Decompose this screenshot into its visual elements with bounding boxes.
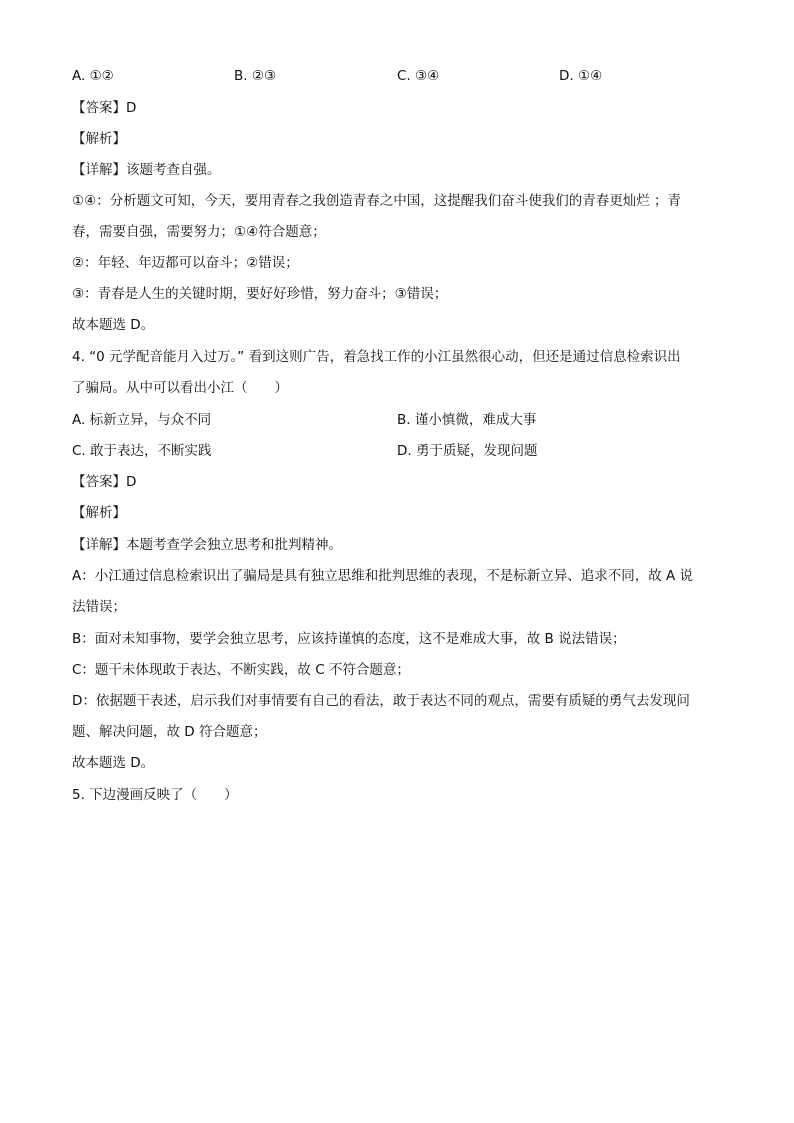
q3-paragraph-2: ②：年轻、年迈都可以奋斗；②错误； <box>72 255 299 271</box>
q3-option-a: A. ①② <box>72 68 114 84</box>
q3-analysis-label: 【解析】 <box>72 131 126 147</box>
q3-answer: 【答案】D <box>72 100 137 116</box>
q4-option-a: A. 标新立异，与众不同 <box>72 412 212 428</box>
q3-option-c: C. ③④ <box>397 68 440 84</box>
q4-explanation-a-line-1: A：小江通过信息检索识出了骗局是具有独立思维和批判思维的表现，不是标新立异、追求不同，故 A 说 <box>72 568 694 584</box>
q4-option-d: D. 勇于质疑，发现问题 <box>397 443 538 459</box>
q5-stem: 5. 下边漫画反映了（ ） <box>72 787 238 803</box>
q3-paragraph-1-line-2: 春，需要自强，需要努力；①④符合题意； <box>72 224 326 240</box>
q4-conclusion: 故本题选 D。 <box>72 755 155 771</box>
q4-option-c: C. 敢于表达，不断实践 <box>72 443 212 459</box>
q4-detail: 【详解】本题考查学会独立思考和批判精神。 <box>72 537 342 553</box>
q3-paragraph-3: ③：青春是人生的关键时期，要好好珍惜，努力奋斗；③错误； <box>72 286 448 302</box>
q3-option-b: B. ②③ <box>234 68 277 84</box>
q4-stem-line-1: 4. “0 元学配音能月入过万。” 看到这则广告，着急找工作的小江虽然很心动，但还是通过信息检索识出 <box>72 349 681 365</box>
q4-explanation-d-line-1: D：依据题干表述，启示我们对事情要有自己的看法，敢于表达不同的观点，需要有质疑的勇气去发现问 <box>72 693 690 709</box>
q4-stem-line-2: 了骗局。从中可以看出小江（ ） <box>72 380 288 396</box>
q4-explanation-b: B：面对未知事物，要学会独立思考，应该持谨慎的态度，这不是难成大事，故 B 说法错误； <box>72 631 626 647</box>
q3-option-d: D. ①④ <box>559 68 603 84</box>
q4-explanation-a-line-2: 法错误； <box>72 599 126 615</box>
q4-explanation-c: C：题干未体现敢于表达、不断实践，故 C 不符合题意； <box>72 662 410 678</box>
q4-option-b: B. 谨小慎微，难成大事 <box>397 412 537 428</box>
q3-paragraph-1-line-1: ①④：分析题文可知，今天，要用青春之我创造青春之中国，这提醒我们奋斗使我们的青春更灿烂 ；青 <box>72 193 681 209</box>
q4-explanation-d-line-2: 题、解决问题，故 D 符合题意； <box>72 724 267 740</box>
q3-conclusion: 故本题选 D。 <box>72 317 155 333</box>
q3-detail: 【详解】该题考查自强。 <box>72 162 221 178</box>
q4-analysis-label: 【解析】 <box>72 505 126 521</box>
q4-answer: 【答案】D <box>72 474 137 490</box>
